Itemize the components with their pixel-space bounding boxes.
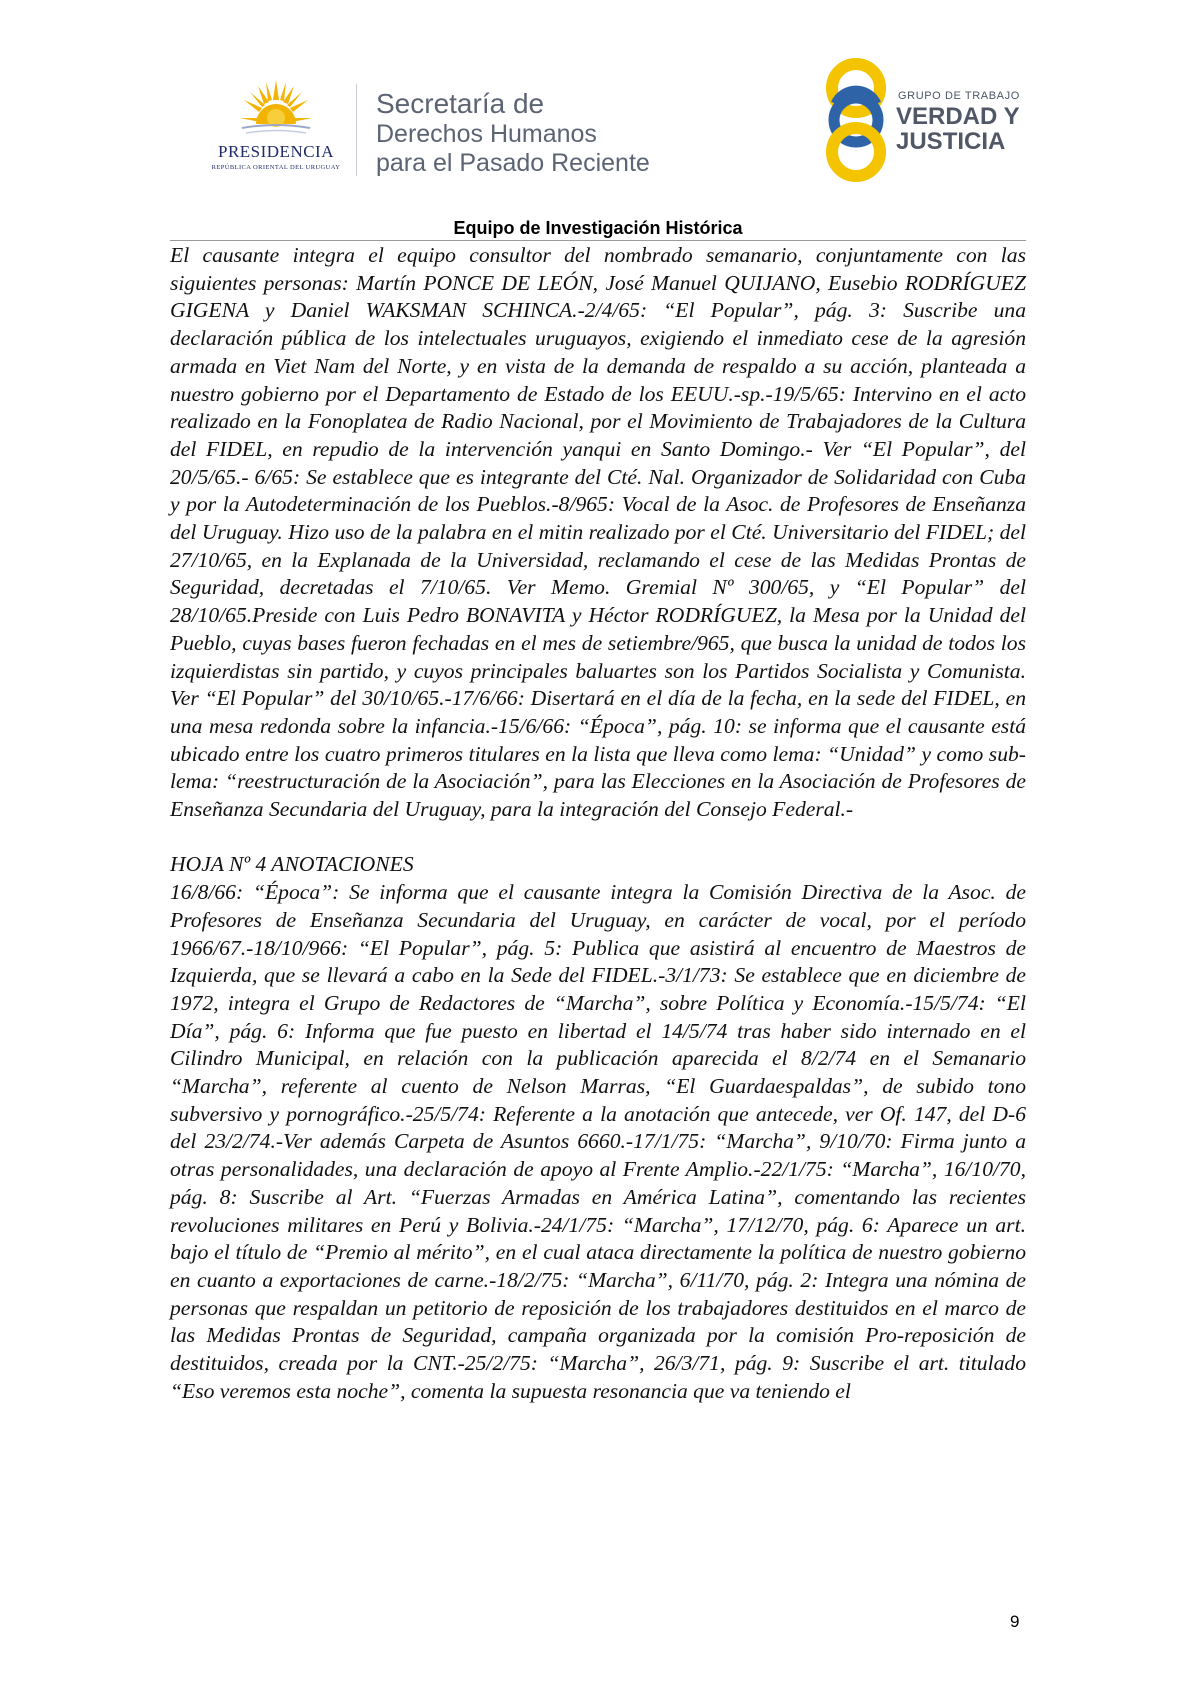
grupo-verdad: VERDAD Y xyxy=(896,103,1020,130)
secretaria-line-1: Secretaría de xyxy=(376,88,545,119)
presidencia-subtitle: REPÚBLICA ORIENTAL DEL URUGUAY xyxy=(211,164,341,171)
secretaria-title xyxy=(376,88,650,178)
team-title: Equipo de Investigación Histórica xyxy=(453,218,743,238)
page-header xyxy=(0,0,1190,200)
document-body xyxy=(170,242,1026,1406)
section-heading: HOJA Nº 4 ANOTACIONES xyxy=(170,852,414,877)
secretaria-line-2: Derechos Humanos xyxy=(376,120,597,148)
paragraph-gap xyxy=(170,824,1026,852)
verdad-justicia-logo xyxy=(820,54,1030,184)
sun-emblem-icon xyxy=(236,78,316,142)
grupo-justicia: JUSTICIA xyxy=(896,128,1006,155)
header-divider xyxy=(356,84,357,176)
page-number: 9 xyxy=(1010,1612,1020,1631)
paragraph-1: El causante integra el equipo consultor del nombrado semanario, conjuntamente con las siguientes personas: Martín PONCE DE LEÓN, José Manuel QUIJANO, Eusebio RODRÍGUEZ GIGENA y Daniel WAKSMAN SCHINCA.-2/4/65: “El Popular”, pág. 3: Suscribe una declaración pública de los intelectuales uruguayos, exigiendo el inmediato cese de la agresión armada en Viet Nam del Norte, y en vista de la demanda de respaldo a su acción, planteada a nuestro gobierno por el Departamento de Estado de los EEUU.-sp.-19/5/65: Intervino en el acto realizado en la Fonoplatea de Radio Nacional, por el Movimiento de Trabajadores de la Cultura del FIDEL, en repudio de la intervención yanqui en Santo Domingo.- Ver “El Popular”, del 20/5/65.- 6/65: Se establece que es integrante del Cté. Nal. Organizador de Solidaridad con Cuba y por la Autodeterminación de los Pueblos.-8/965: Vocal de la Asoc. de Profesores de Enseñanza del Uruguay. Hizo uso de la palabra en el mitin realizado por el Cté. Universitario del FIDEL; del 27/10/65, en la Explanada de la Universidad, reclamando el cese de las Medidas Prontas de Seguridad, decretadas el 7/10/65. Ver Memo. Gremial Nº 300/65, y “El Popular” del 28/10/65.Preside con Luis Pedro BONAVITA y Héctor RODRÍGUEZ, la Mesa por la Unidad del Pueblo, cuyas bases fueron fechadas en el mes de setiembre/965, que busca la unidad de todos los izquierdistas sin partido, y cuyos principales baluartes son los Partidos Socialista y Comunista. Ver “El Popular” del 30/10/65.-17/6/66: Disertará en el día de la fecha, en la sede del FIDEL, en una mesa redonda sobre la infancia.-15/6/66: “Época”, pág. 10: se informa que el causante está ubicado entre los cuatro primeros titulares en la lista que lleva como lema: “Unidad” y como sub-lema: “reestructuración de la Asociación”, para las Elecciones en la Asociación de Profesores de Enseñanza Secundaria del Uruguay, para la integración del Consejo Federal.- xyxy=(170,243,1026,822)
paragraph-2: 16/8/66: “Época”: Se informa que el causante integra la Comisión Directiva de la Asoc. de Profesores de Enseñanza Secundaria del Uruguay, en carácter de vocal, por el período 1966/67.-18/10/966: “El Popular”, pág. 5: Publica que asistirá al encuentro de Maestros de Izquierda, que se llevará a cabo en la Sede del FIDEL.-3/1/73: Se establece que en diciembre de 1972, integra el Grupo de Redactores de “Marcha”, sobre Política y Economía.-15/5/74: “El Día”, pág. 6: Informa que fue puesto en libertad el 14/5/74 tras haber sido internado en el Cilindro Municipal, en relación con la publicación aparecida el 8/2/74 en el Semanario “Marcha”, referente al cuento de Nelson Marras, “El Guardaespaldas”, de subido tono subversivo y pornográfico.-25/5/74: Referente a la anotación que antecede, ver Of. 147, del D-6 del 23/2/74.-Ver además Carpeta de Asuntos 6660.-17/1/75: “Marcha”, 9/10/70: Firma junto a otras personalidades, una declaración de apoyo al Frente Amplio.-22/1/75: “Marcha”, 16/10/70, pág. 8: Suscribe al Art. “Fuerzas Armadas en América Latina”, comentando las recientes revoluciones militares en Perú y Bolivia.-24/1/75: “Marcha”, 17/12/70, pág. 6: Aparece un art. bajo el título de “Premio al mérito”, en el cual ataca directamente la política de nuestro gobierno en cuanto a exportaciones de carne.-18/2/75: “Marcha”, 6/11/70, pág. 2: Integra una nómina de personas que respaldan un petitorio de reposición de los trabajadores destituidos en el marco de las Medidas Prontas de Seguridad, campaña organizada por la comisión Pro-reposición de destituidos, creada por la CNT.-25/2/75: “Marcha”, 26/3/71, pág. 9: Suscribe el art. titulado “Eso veremos esta noche”, comenta la supuesta resonancia que va teniendo el xyxy=(170,880,1026,1403)
grupo-label: GRUPO DE TRABAJO xyxy=(898,90,1020,102)
presidencia-name: PRESIDENCIA xyxy=(217,142,334,161)
secretaria-line-3: para el Pasado Reciente xyxy=(376,149,650,177)
title-rule xyxy=(170,240,1026,241)
interlocked-rings-icon xyxy=(820,54,896,184)
presidencia-logo xyxy=(196,78,356,178)
